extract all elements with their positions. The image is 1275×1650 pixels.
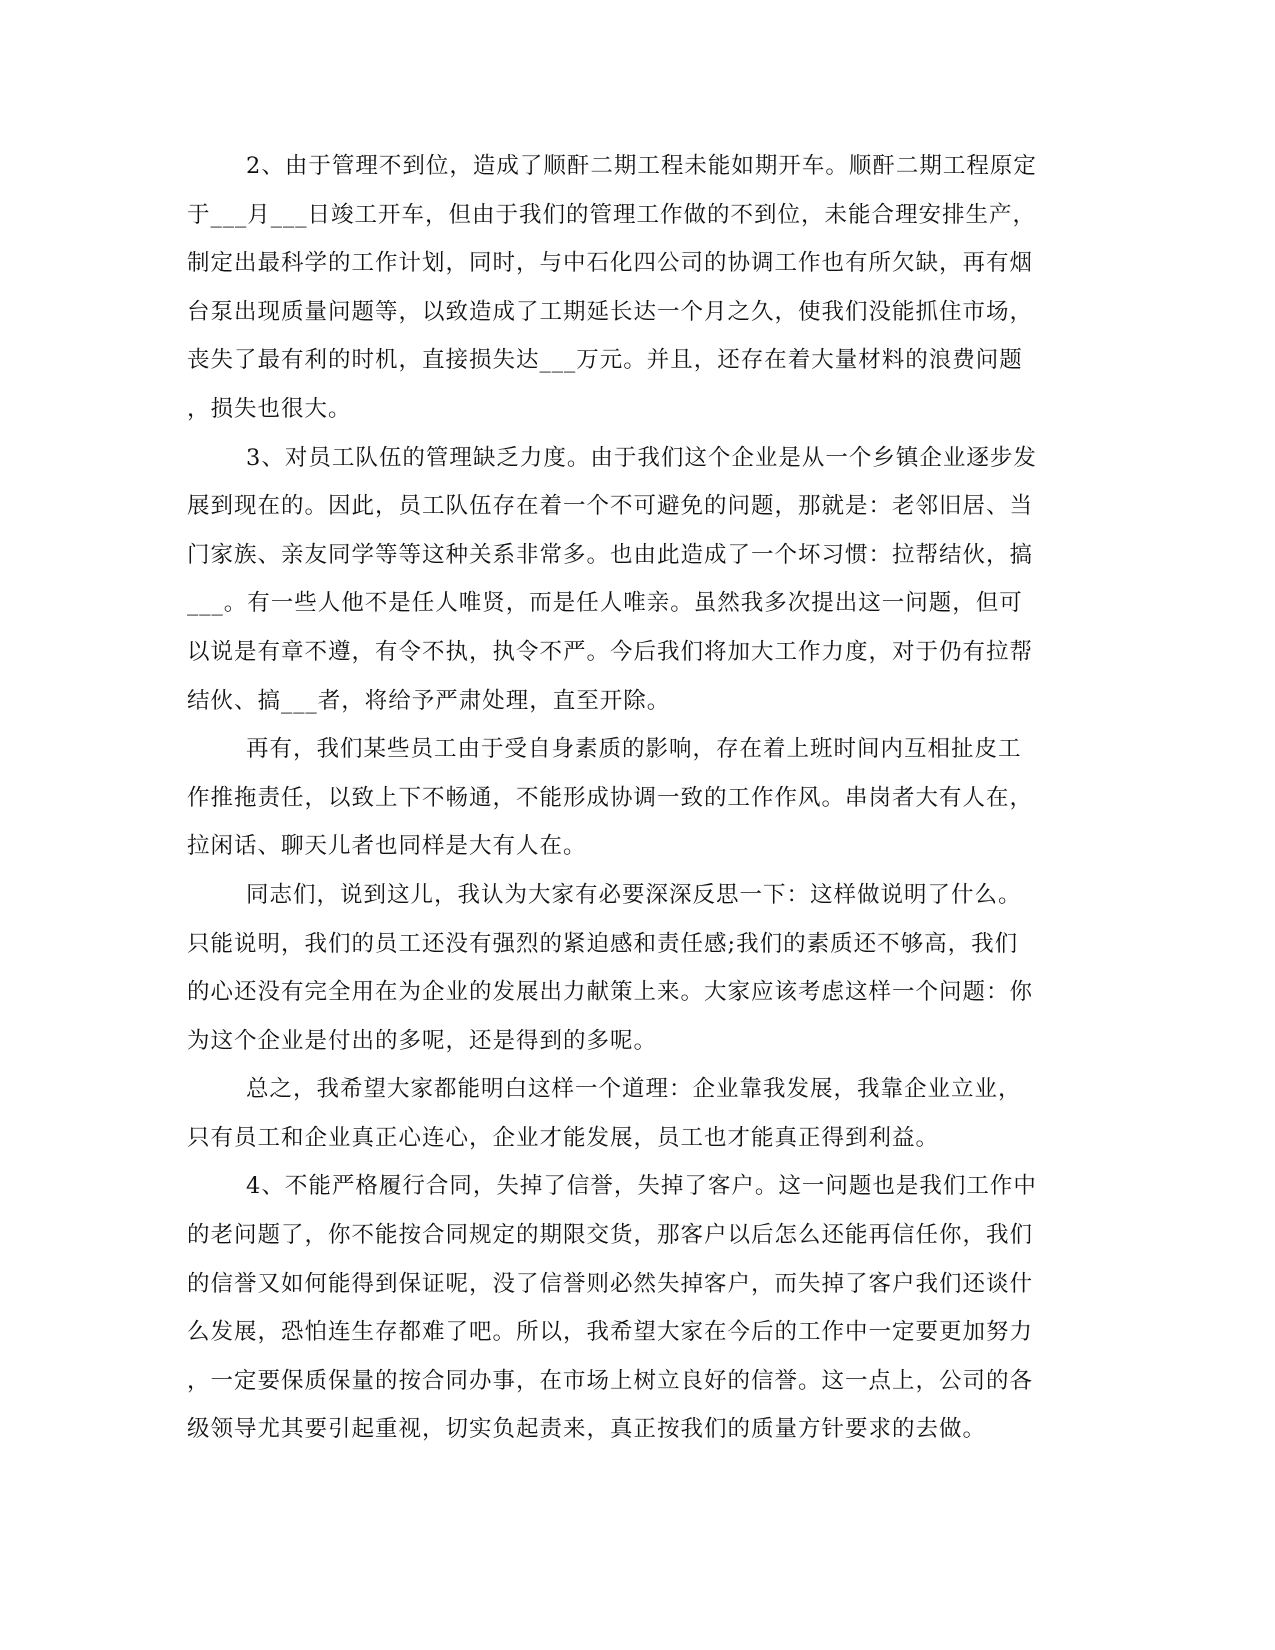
text-line: 拉闲话、聊天儿者也同样是大有人在。: [187, 833, 587, 860]
text-line: 门家族、亲友同学等等这种关系非常多。也由此造成了一个坏习惯：拉帮结伙，搞: [187, 541, 1034, 568]
text-line: 的心还没有完全用在为企业的发展出力献策上来。大家应该考虑这样一个问题：你: [187, 979, 1034, 1006]
text-line: 级领导尤其要引起重视，切实负起责来，真正按我们的质量方针要求的去做。: [187, 1416, 987, 1443]
document-body: [187, 142, 1092, 1454]
text-line: 4、不能严格履行合同，失掉了信誉，失掉了客户。这一问题也是我们工作中: [246, 1173, 1037, 1200]
paragraph-staff-management: [187, 434, 1092, 726]
text-line: 么发展，恐怕连生存都难了吧。所以，我希望大家在今后的工作中一定要更加努力: [187, 1319, 1034, 1346]
text-line: 作推拖责任，以致上下不畅通，不能形成协调一致的工作作风。串岗者大有人在，: [187, 784, 1034, 811]
text-line: 的老问题了，你不能按合同规定的期限交货，那客户以后怎么还能再信任你，我们: [187, 1222, 1034, 1249]
text-line: 结伙、搞___者，将给予严肃处理，直至开除。: [187, 687, 671, 714]
text-line: 总之，我希望大家都能明白这样一个道理：企业靠我发展，我靠企业立业，: [246, 1076, 1022, 1103]
paragraph-management-delay: [187, 142, 1092, 434]
text-line: 丧失了最有利的时机，直接损失达___万元。并且，还存在着大量材料的浪费问题: [187, 347, 1023, 374]
text-line: 只能说明，我们的员工还没有强烈的紧迫感和责任感;我们的素质还不够高，我们: [187, 930, 1019, 957]
text-line: 以说是有章不遵，有令不执，执令不严。今后我们将加大工作力度，对于仍有拉帮: [187, 638, 1034, 665]
text-line: ___。有一些人他不是任人唯贤，而是任人唯亲。虽然我多次提出这一问题，但可: [187, 590, 1023, 617]
text-line: 2、由于管理不到位，造成了顺酐二期工程未能如期开车。顺酐二期工程原定: [246, 153, 1037, 179]
text-line: 3、对员工队伍的管理缺乏力度。由于我们这个企业是从一个乡镇企业逐步发: [246, 444, 1037, 471]
text-line: ，损失也很大。: [187, 395, 352, 422]
text-line: 只有员工和企业真正心连心，企业才能发展，员工也才能真正得到利益。: [187, 1124, 940, 1151]
text-line: 展到现在的。因此，员工队伍存在着一个不可避免的问题，那就是：老邻旧居、当: [187, 493, 1034, 520]
text-line: 同志们，说到这儿，我认为大家有必要深深反思一下：这样做说明了什么。: [246, 881, 1022, 908]
paragraph-staff-quality: [187, 725, 1092, 871]
paragraph-reflection: [187, 871, 1092, 1065]
text-line: 的信誉又如何能得到保证呢，没了信誉则必然失掉客户，而失掉了客户我们还谈什: [187, 1270, 1034, 1297]
text-line: 再有，我们某些员工由于受自身素质的影响，存在着上班时间内互相扯皮工: [246, 736, 1022, 763]
text-line: ，一定要保质保量的按合同办事，在市场上树立良好的信誉。这一点上，公司的各: [187, 1367, 1034, 1394]
text-line: 于___月___日竣工开车，但由于我们的管理工作做的不到位，未能合理安排生产，: [187, 201, 1037, 228]
text-line: 台泵出现质量问题等，以致造成了工期延长达一个月之久，使我们没能抓住市场，: [187, 298, 1034, 325]
text-line: 为这个企业是付出的多呢，还是得到的多呢。: [187, 1027, 658, 1054]
paragraph-contract-credibility: [187, 1162, 1092, 1454]
paragraph-summary: [187, 1065, 1092, 1162]
text-line: 制定出最科学的工作计划，同时，与中石化四公司的协调工作也有所欠缺，再有烟: [187, 250, 1034, 277]
